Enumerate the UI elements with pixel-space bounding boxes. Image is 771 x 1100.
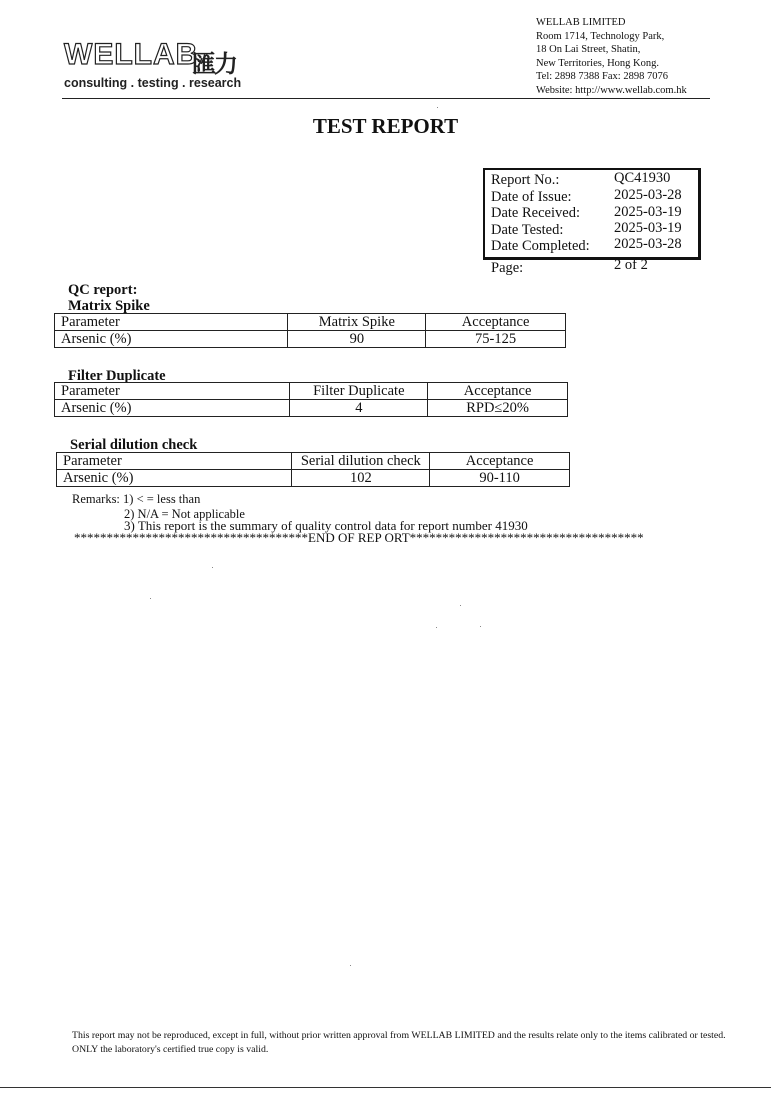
remark-item: 3) This report is the summary of quality control data for report number 41930 — [124, 518, 528, 533]
remarks — [72, 492, 200, 506]
table-cell: 4 — [290, 400, 428, 417]
info-label-report-no: Report No.: — [491, 172, 560, 188]
table-header-row — [55, 383, 568, 400]
address-line: 18 On Lai Street, Shatin, — [536, 44, 641, 56]
info-label-date-tested: Date Tested: — [491, 222, 564, 238]
table-cell: Arsenic (%) — [57, 470, 292, 487]
remark-item: 1) < = less than — [123, 492, 201, 506]
scan-speck — [460, 605, 461, 606]
table-row — [55, 400, 568, 417]
info-value-date-tested: 2025-03-19 — [614, 220, 682, 236]
footer-disclaimer: This report may not be reproduced, except in full, without prior written approval from WELLAB LIMITED and the results relate only to the items calibrated or tested. ONLY the laboratory's certified true copy is valid. — [72, 1030, 726, 1055]
scan-speck — [437, 107, 438, 108]
serial-dilution-table — [56, 452, 570, 487]
header-cell: Parameter — [55, 383, 290, 400]
header-cell: Matrix Spike — [288, 314, 426, 331]
contact-phone-fax: Tel: 2898 7388 Fax: 2898 7076 — [536, 71, 668, 83]
table-cell: Arsenic (%) — [55, 331, 288, 348]
info-value-report-no: QC41930 — [614, 170, 671, 186]
remarks-label: Remarks: — [72, 492, 120, 506]
header-divider — [62, 98, 710, 99]
table-cell: RPD≤20% — [428, 400, 568, 417]
scan-speck — [212, 567, 213, 568]
scan-speck — [436, 627, 437, 628]
table-cell: Arsenic (%) — [55, 400, 290, 417]
table-header-row — [57, 453, 570, 470]
address-line: Room 1714, Technology Park, — [536, 30, 665, 42]
table-header-row — [55, 314, 566, 331]
info-label-page: Page: — [491, 260, 524, 276]
info-value-date-completed: 2025-03-28 — [614, 236, 682, 252]
company-address — [536, 16, 687, 98]
matrix-spike-table — [54, 313, 566, 348]
scan-speck — [350, 965, 351, 966]
end-of-report-marker: ************************************END OF REP ORT************************************ — [74, 530, 644, 545]
page-title: TEST REPORT — [312, 114, 459, 138]
table-row — [57, 470, 570, 487]
header-cell: Parameter — [57, 453, 292, 470]
contact-website: Website: http://www.wellab.com.hk — [536, 84, 687, 96]
scan-speck — [480, 626, 481, 627]
info-value-date-received: 2025-03-19 — [614, 204, 682, 220]
header-cell: Serial dilution check — [292, 453, 430, 470]
table-cell: 75-125 — [426, 331, 566, 348]
company-tagline: consulting . testing . research — [64, 76, 242, 90]
remark-item: 2) N/A = Not applicable — [124, 507, 245, 521]
footer-divider — [0, 1087, 771, 1088]
company-logo-cjk: 匯力 — [192, 50, 236, 78]
header-cell: Acceptance — [426, 314, 566, 331]
address-line: New Territories, Hong Kong. — [536, 57, 660, 69]
section-title-serial-dilution: Serial dilution check — [70, 437, 198, 453]
header-cell: Acceptance — [428, 383, 568, 400]
header-cell: Acceptance — [430, 453, 570, 470]
qc-report-heading: QC report: — [68, 282, 138, 298]
header-cell: Filter Duplicate — [290, 383, 428, 400]
company-name: WELLAB LIMITED — [536, 17, 626, 28]
info-label-date-received: Date Received: — [491, 205, 580, 221]
scan-speck — [150, 598, 151, 599]
section-title-matrix-spike: Matrix Spike — [68, 298, 150, 314]
info-label-date-completed: Date Completed: — [491, 238, 590, 254]
table-row — [55, 331, 566, 348]
info-value-date-issue: 2025-03-28 — [614, 187, 682, 203]
table-cell: 102 — [292, 470, 430, 487]
header-cell: Parameter — [55, 314, 288, 331]
info-label-date-issue: Date of Issue: — [491, 189, 572, 205]
table-cell: 90-110 — [430, 470, 570, 487]
info-value-page: 2 of 2 — [614, 257, 648, 273]
section-title-filter-duplicate: Filter Duplicate — [68, 368, 166, 384]
table-cell: 90 — [288, 331, 426, 348]
filter-duplicate-table — [54, 382, 568, 417]
company-logo: WELLAB — [64, 38, 199, 71]
